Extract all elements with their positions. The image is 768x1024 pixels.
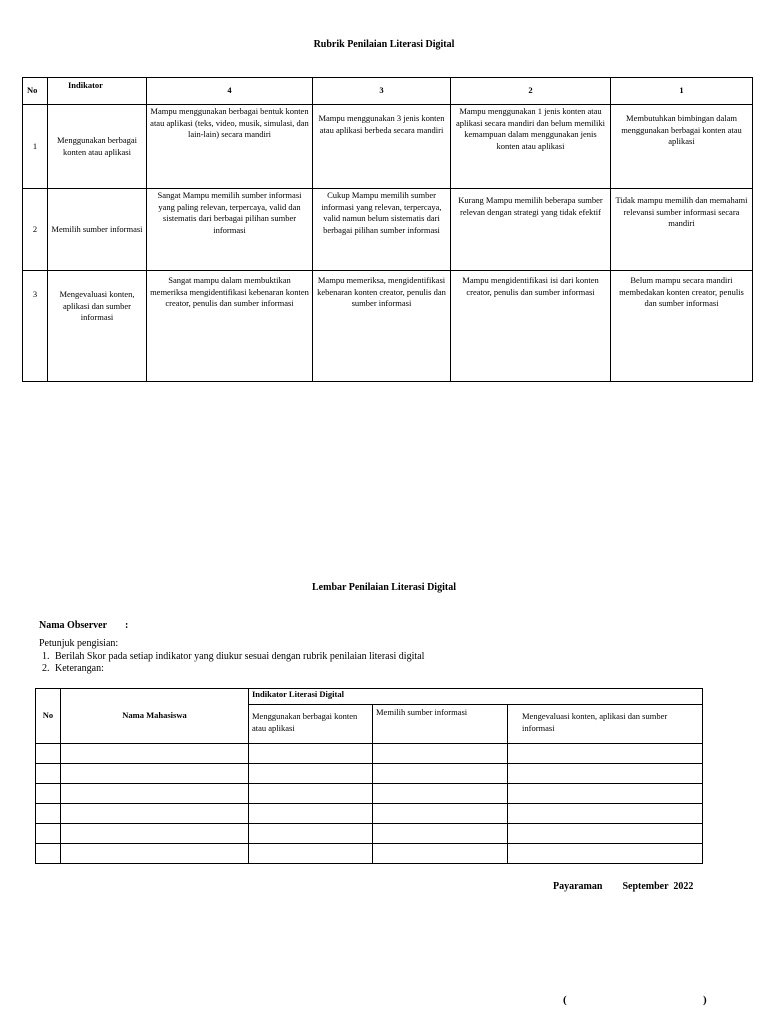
assess-header-nama: Nama Mahasiswa: [61, 689, 249, 744]
table-row: [36, 824, 703, 844]
cell-score[interactable]: [508, 824, 703, 844]
row-score-2: Mampu menggunakan 1 jenis konten atau aplikasi secara mandiri dan belum memiliki kemampuan dalam menggunakan jenis konten atau aplikasi: [451, 105, 611, 189]
cell-score[interactable]: [249, 844, 373, 864]
cell-no[interactable]: [36, 804, 61, 824]
row-indikator: Memilih sumber informasi: [48, 189, 147, 271]
signature-paren-close: ): [703, 994, 707, 1006]
header-score-2: 2: [451, 78, 611, 105]
row-score-3: Mampu memeriksa, mengidentifikasi kebenaran konten creator, penulis dan sumber informasi: [313, 271, 451, 382]
cell-score[interactable]: [249, 784, 373, 804]
cell-score[interactable]: [508, 764, 703, 784]
instructions-list: [39, 651, 424, 676]
table-row: [36, 764, 703, 784]
row-score-4: Mampu menggunakan berbagai bentuk konten atau aplikasi (teks, video, musik, simulasi, dan lain-lain) secara mandiri: [147, 105, 313, 189]
table-row: [36, 804, 703, 824]
date: September 2022: [622, 881, 694, 892]
instruction-item: 1. Berilah Skor pada setiap indikator yang diukur sesuai dengan rubrik penilaian literasi digital: [52, 651, 424, 664]
cell-no[interactable]: [36, 764, 61, 784]
instructions: [39, 638, 424, 676]
cell-no[interactable]: [36, 844, 61, 864]
rubric-row: [23, 105, 753, 189]
cell-score[interactable]: [249, 804, 373, 824]
cell-no[interactable]: [36, 744, 61, 764]
rubric-title: Rubrik Penilaian Literasi Digital: [313, 39, 455, 50]
place-date: [553, 881, 693, 892]
cell-nama[interactable]: [61, 844, 249, 864]
header-score-4: 4: [147, 78, 313, 105]
row-score-4: Sangat Mampu memilih sumber informasi yang paling relevan, terpercaya, valid dan sistematis dari berbagai pilihan sumber informasi: [147, 189, 313, 271]
cell-nama[interactable]: [61, 744, 249, 764]
observer-label: Nama Observer: [39, 620, 108, 631]
cell-nama[interactable]: [61, 824, 249, 844]
row-score-4: Sangat mampu dalam membuktikan memeriksa mengidentifikasi kebenaran konten creator, penulis dan sumber informasi: [147, 271, 313, 382]
assess-col-memilih: Memilih sumber informasi: [373, 705, 508, 744]
place: Payaraman: [553, 881, 603, 892]
cell-score[interactable]: [373, 764, 508, 784]
header-score-1: 1: [611, 78, 753, 105]
assessment-title: Lembar Penilaian Literasi Digital: [312, 582, 456, 593]
cell-no[interactable]: [36, 784, 61, 804]
header-indikator: Indikator: [48, 78, 147, 105]
row-score-2: Kurang Mampu memilih beberapa sumber relevan dengan strategi yang tidak efektif: [451, 189, 611, 271]
row-indikator: Mengevaluasi konten, aplikasi dan sumber informasi: [48, 271, 147, 382]
assess-col-mengevaluasi: Mengevaluasi konten, aplikasi dan sumber informasi: [508, 705, 703, 744]
row-number: 2: [23, 189, 48, 271]
rubric-table: [22, 77, 753, 382]
row-indikator: Menggunakan berbagai konten atau aplikasi: [48, 105, 147, 189]
row-score-3: Mampu menggunakan 3 jenis konten atau aplikasi berbeda secara mandiri: [313, 105, 451, 189]
cell-score[interactable]: [373, 744, 508, 764]
row-score-2: Mampu mengidentifikasi isi dari konten creator, penulis dan sumber informasi: [451, 271, 611, 382]
cell-score[interactable]: [373, 804, 508, 824]
instruction-item: 2. Keterangan:: [52, 663, 424, 676]
instructions-label: Petunjuk pengisian:: [39, 638, 119, 649]
cell-score[interactable]: [373, 784, 508, 804]
row-score-1: Belum mampu secara mandiri membedakan konten creator, penulis dan sumber informasi: [611, 271, 753, 382]
header-no: No: [23, 78, 48, 105]
assessment-header-row: [36, 689, 703, 705]
assessment-table: [35, 688, 703, 864]
signature-paren-open: (: [563, 994, 567, 1006]
row-score-1: Tidak mampu memilih dan memahami relevansi sumber informasi secara mandiri: [611, 189, 753, 271]
cell-nama[interactable]: [61, 764, 249, 784]
cell-nama[interactable]: [61, 804, 249, 824]
table-row: [36, 784, 703, 804]
rubric-row: [23, 189, 753, 271]
cell-score[interactable]: [508, 784, 703, 804]
rubric-row: [23, 271, 753, 382]
assess-header-no: No: [36, 689, 61, 744]
observer-line: [39, 620, 128, 631]
row-number: 1: [23, 105, 48, 189]
row-score-1: Membutuhkan bimbingan dalam menggunakan berbagai konten atau aplikasi: [611, 105, 753, 189]
observer-colon: :: [125, 620, 129, 631]
cell-score[interactable]: [508, 844, 703, 864]
cell-score[interactable]: [249, 744, 373, 764]
header-score-3: 3: [313, 78, 451, 105]
cell-score[interactable]: [508, 804, 703, 824]
assess-col-menggunakan: Menggunakan berbagai konten atau aplikasi: [249, 705, 373, 744]
table-row: [36, 744, 703, 764]
table-row: [36, 844, 703, 864]
cell-score[interactable]: [249, 764, 373, 784]
assess-header-group: Indikator Literasi Digital: [249, 689, 703, 705]
row-score-3: Cukup Mampu memilih sumber informasi yang relevan, terpercaya, valid namun belum sistematis dari berbagai pilihan sumber informasi: [313, 189, 451, 271]
rubric-header-row: [23, 78, 753, 105]
cell-score[interactable]: [249, 824, 373, 844]
cell-no[interactable]: [36, 824, 61, 844]
cell-nama[interactable]: [61, 784, 249, 804]
cell-score[interactable]: [373, 844, 508, 864]
row-number: 3: [23, 271, 48, 382]
cell-score[interactable]: [373, 824, 508, 844]
cell-score[interactable]: [508, 744, 703, 764]
